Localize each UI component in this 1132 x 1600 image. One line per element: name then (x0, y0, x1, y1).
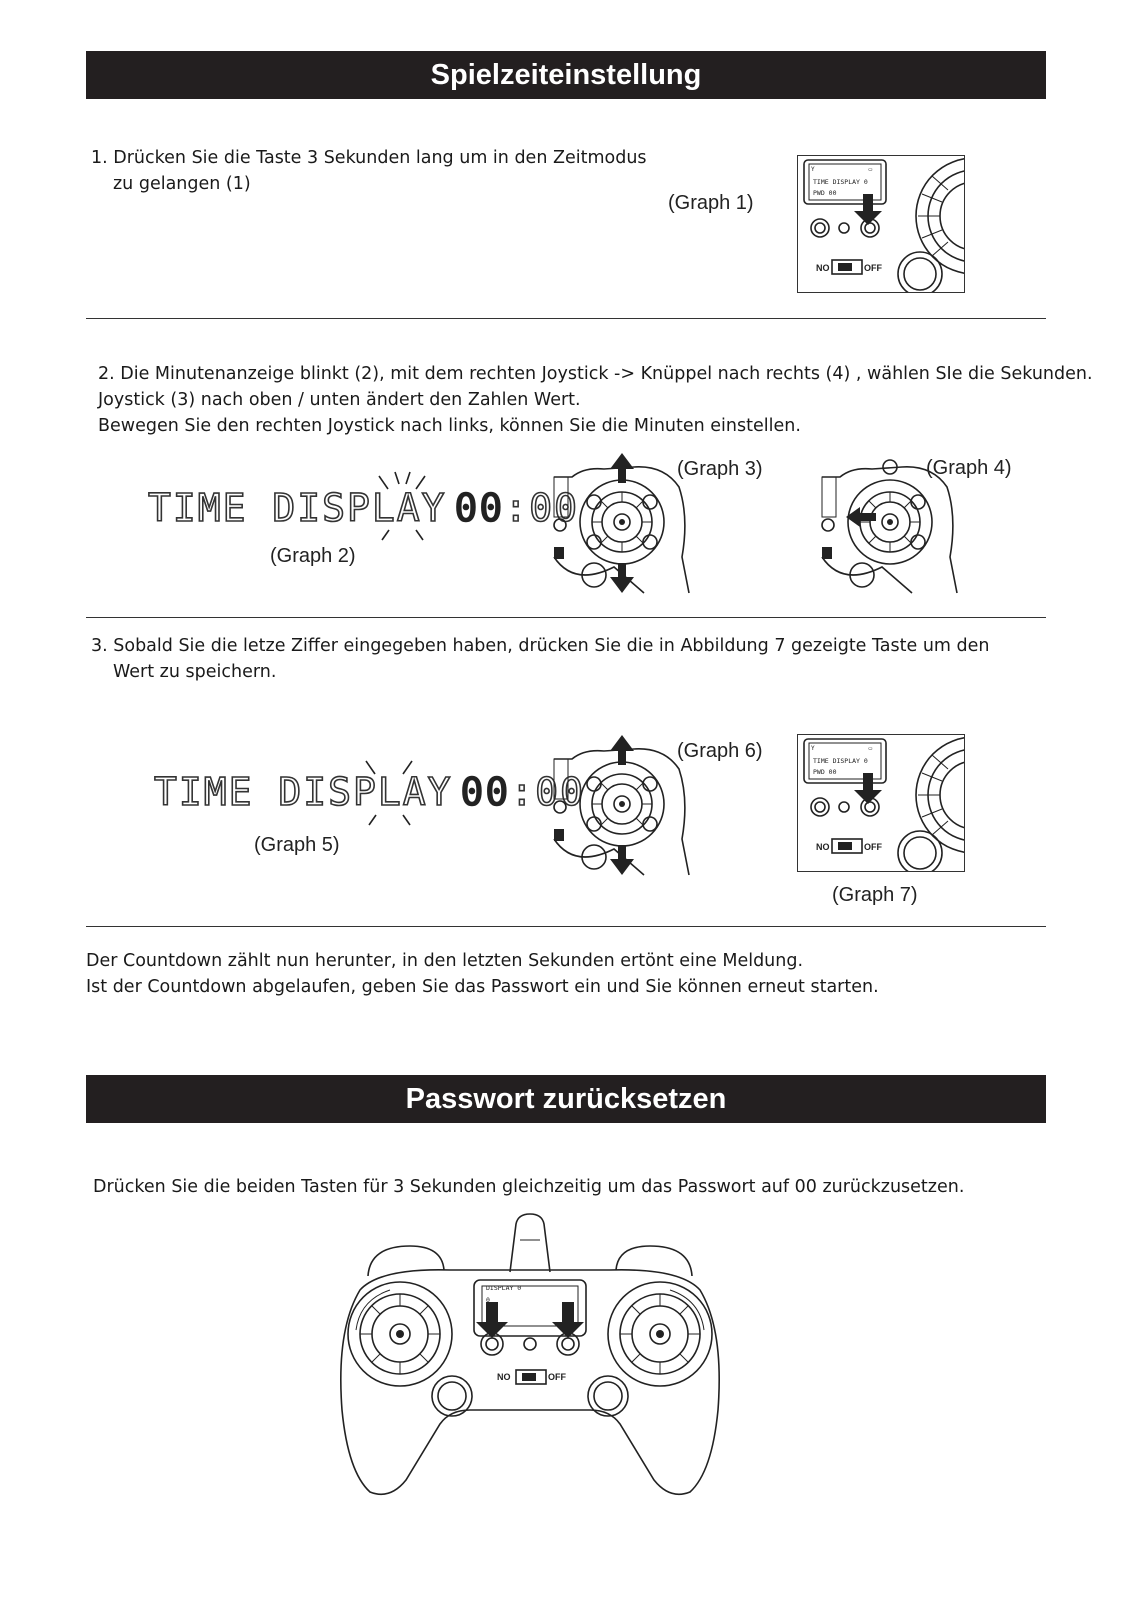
graph1-illustration: Y ▭ TIME DISPLAY 0 PWD 00 NO OFF (797, 155, 965, 293)
step1-line2: zu gelangen (1) (113, 174, 251, 194)
graph5-display-seconds: 00 (535, 770, 585, 814)
graph2-display-minutes: 00 (454, 486, 505, 530)
graph2-blink-marks (373, 470, 443, 560)
controller-switch-off: OFF (548, 1372, 566, 1382)
graph7-screen-time: TIME DISPLAY 0 (813, 757, 868, 765)
graph7-switch-off: OFF (864, 842, 882, 852)
graph2-display-label: TIME DISPLAY (148, 486, 447, 530)
graph2-display-seconds: 00 (529, 486, 579, 530)
step2-line2: Joystick (3) nach oben / unten ändert den Zahlen Wert. (98, 390, 581, 410)
graph2-time-display (148, 486, 579, 530)
graph5-display-label: TIME DISPLAY (154, 770, 453, 814)
divider-3 (86, 926, 1046, 927)
graph2-caption: (Graph 2) (270, 545, 356, 567)
section-title-play-time: Spielzeiteinstellung (86, 51, 1046, 99)
step2-line3: Bewegen Sie den rechten Joystick nach links, können Sie die Minuten einstellen. (98, 416, 801, 436)
section-title-password-reset: Passwort zurücksetzen (86, 1075, 1046, 1123)
divider-1 (86, 318, 1046, 319)
graph2-display-colon: : (504, 486, 530, 530)
reset-instruction: Drücken Sie die beiden Tasten für 3 Sekunden gleichzeitig um das Passwort auf 00 zurückzusetzen. (93, 1177, 965, 1197)
controller-screen-display: DISPLAY 0 (486, 1284, 522, 1292)
controller-illustration (320, 1210, 740, 1496)
graph5-blink-marks (362, 755, 432, 845)
graph1-switch-on: NO (816, 263, 830, 273)
graph1-switch-off: OFF (864, 263, 882, 273)
graph5-caption: (Graph 5) (254, 834, 340, 856)
graph5-display-minutes: 00 (460, 770, 511, 814)
graph4-caption: (Graph 4) (926, 457, 1012, 479)
graph1-screen-pwd: PWD 00 (813, 189, 837, 197)
graph7-illustration: Y ▭ TIME DISPLAY 0 PWD 00 NO OFF (797, 734, 965, 872)
graph7-switch-on: NO (816, 842, 830, 852)
step2-line1: 2. Die Minutenanzeige blinkt (2), mit dem rechten Joystick -> Knüppel nach rechts (4) , wählen SIe die Sekunden. (98, 364, 1093, 384)
countdown-line1: Der Countdown zählt nun herunter, in den letzten Sekunden ertönt eine Meldung. (86, 951, 804, 971)
graph6-illustration (554, 729, 694, 875)
countdown-line2: Ist der Countdown abgelaufen, geben Sie das Passwort ein und Sie können erneut starten. (86, 977, 879, 997)
graph3-caption: (Graph 3) (677, 458, 763, 480)
graph1-caption: (Graph 1) (668, 192, 754, 214)
divider-2 (86, 617, 1046, 618)
graph7-caption: (Graph 7) (832, 884, 918, 906)
graph7-screen-pwd: PWD 00 (813, 768, 837, 776)
step3-line1: 3. Sobald Sie die letze Ziffer eingegeben haben, drücken Sie die in Abbildung 7 gezeigte Taste um den (91, 636, 990, 656)
controller-switch-on: NO (497, 1372, 511, 1382)
graph5-display-colon: : (510, 770, 536, 814)
step1-line1: 1. Drücken Sie die Taste 3 Sekunden lang um in den Zeitmodus (91, 148, 647, 168)
graph1-screen-time: TIME DISPLAY 0 (813, 178, 868, 186)
step3-line2: Wert zu speichern. (113, 662, 277, 682)
controller-screen-pwd: 0 (486, 1296, 490, 1304)
graph3-illustration (554, 447, 694, 593)
graph6-caption: (Graph 6) (677, 740, 763, 762)
